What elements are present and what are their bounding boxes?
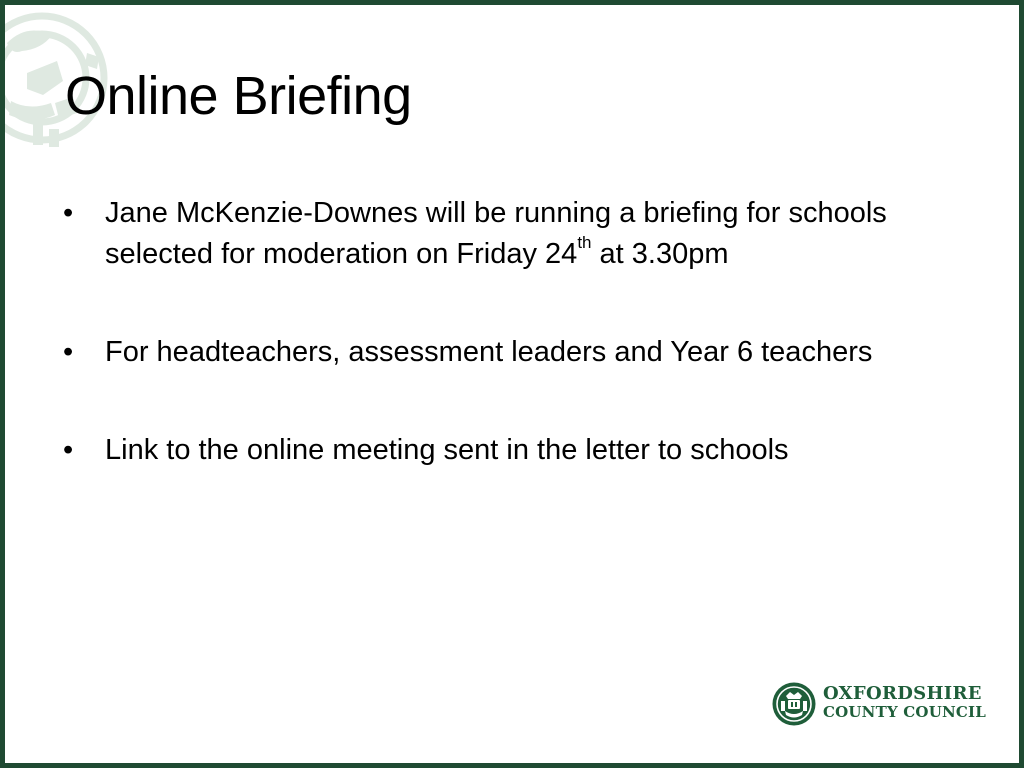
logo-line-2: COUNTY COUNCIL [823, 703, 986, 721]
bullet-item-briefing [61, 193, 991, 275]
ordinal-superscript: th [577, 233, 592, 253]
logo-wordmark [823, 684, 986, 722]
bullet-glyph: • [63, 434, 74, 466]
logo-line-1: OXFORDSHIRE [823, 683, 982, 704]
bullet-text-end: at 3.30pm [591, 238, 729, 270]
bullet-glyph: • [63, 336, 74, 368]
bullet-item-link [61, 430, 991, 471]
bullet-item-audience [61, 332, 991, 373]
oxfordshire-county-council-logo [771, 681, 986, 729]
council-crest-icon [771, 681, 817, 727]
bullet-text: Link to the online meeting sent in the letter to schools [105, 434, 789, 466]
slide-title: Online Briefing [65, 66, 412, 126]
bullet-list [61, 193, 991, 528]
bullet-text: Jane McKenzie-Downes will be running a briefing for schools selected for moderation on Friday 24 [105, 197, 887, 270]
bullet-text: For headteachers, assessment leaders and Year 6 teachers [105, 336, 873, 368]
bullet-glyph: • [63, 197, 74, 229]
